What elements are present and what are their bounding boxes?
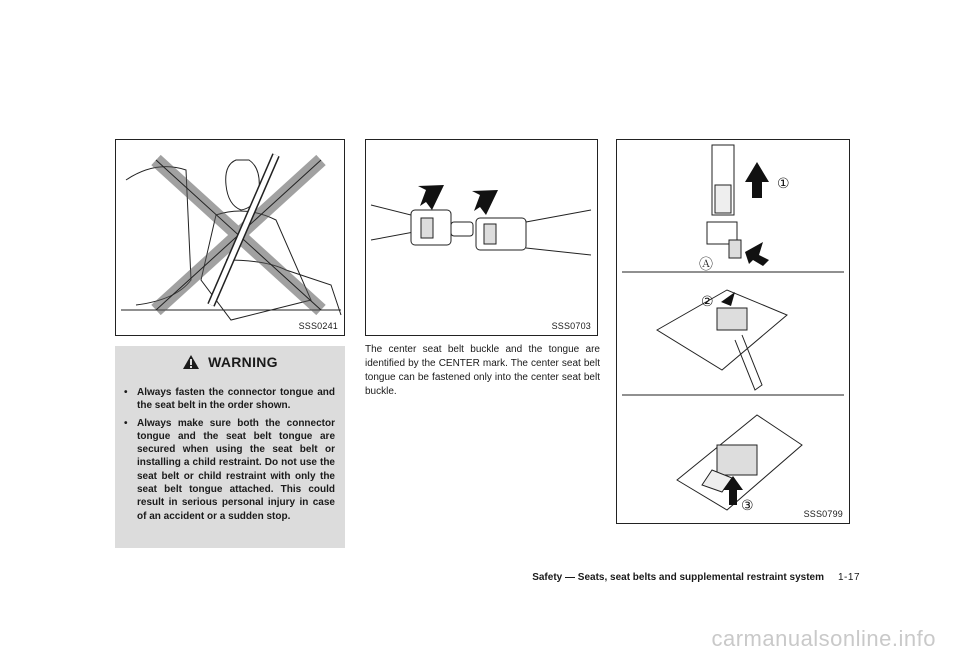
warning-heading bbox=[115, 354, 345, 373]
page-footer bbox=[420, 572, 860, 583]
warning-item bbox=[115, 417, 345, 523]
bullet-icon: • bbox=[124, 417, 128, 429]
warning-icon bbox=[182, 354, 200, 373]
warning-item-text: Always fasten the connector tongue and the seat belt in the order shown. bbox=[137, 387, 335, 412]
figure-code: SSS0703 bbox=[551, 321, 591, 331]
figure-incorrect-belt-use bbox=[115, 139, 345, 336]
body-paragraph: The center seat belt buckle and the tongue are identified by the CENTER mark. The center seat belt tongue can be fastened only into the center seat belt buckle. bbox=[365, 344, 600, 397]
figure-code: SSS0799 bbox=[803, 509, 843, 519]
bullet-icon: • bbox=[124, 387, 128, 398]
sequence-illustration bbox=[617, 140, 849, 523]
page-number: 1-17 bbox=[837, 572, 860, 583]
warning-title: WARNING bbox=[208, 354, 278, 370]
figure-buckle-and-tongue bbox=[365, 139, 598, 336]
occupant-illustration bbox=[116, 140, 344, 335]
warning-box bbox=[115, 346, 345, 548]
callout-1: ① bbox=[777, 176, 790, 192]
warning-item-text: Always make sure both the connector tongue and the seat belt tongue are secured when using the seat belt or installing a child restraint. Do not use the seat belt or child restraint with only the seat belt tongue attached. This could result in serious personal injury in case of an accident or a sudden stop. bbox=[137, 417, 335, 522]
watermark[interactable]: carmanualsonline.info bbox=[711, 626, 936, 651]
figure-fastening-sequence bbox=[616, 139, 850, 524]
callout-2: ② bbox=[701, 294, 714, 310]
warning-item bbox=[115, 386, 345, 413]
buckle-illustration bbox=[366, 140, 597, 335]
section-title: Safety — Seats, seat belts and supplemental restraint system bbox=[532, 572, 824, 583]
callout-3: ③ bbox=[741, 498, 754, 514]
warning-list bbox=[115, 386, 345, 527]
callout-a: Ⓐ bbox=[699, 257, 713, 273]
figure-code: SSS0241 bbox=[298, 321, 338, 331]
